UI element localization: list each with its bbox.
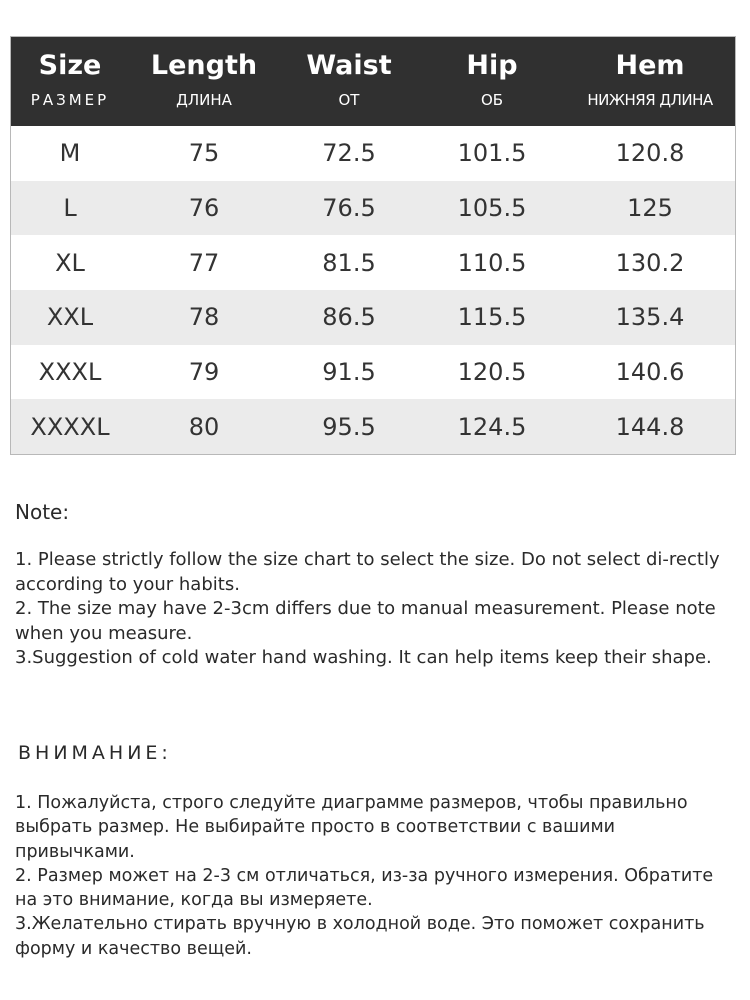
cell-waist: 81.5: [322, 248, 376, 277]
cell-size: XXXXL: [30, 412, 110, 441]
table-row: [11, 126, 735, 181]
cell-size: M: [59, 139, 81, 168]
header-hem-ru: НИЖНЯЯ ДЛИНА: [587, 91, 713, 109]
header-size-ru: РАЗМЕР: [30, 91, 110, 109]
cell-length: 79: [188, 357, 220, 386]
header-size: [11, 37, 129, 126]
note-item: 2. The size may have 2-3cm differs due to manual measurement. Please note when you measure.: [15, 598, 716, 644]
header-hip-ru: ОБ: [480, 91, 504, 109]
table-row: [11, 399, 735, 454]
attention-heading: ВНИМАНИЕ:: [18, 742, 172, 764]
header-waist-ru: ОТ: [338, 91, 360, 109]
cell-hem: 144.8: [615, 412, 685, 441]
header-hem-en: Hem: [615, 50, 685, 81]
size-chart-table: [10, 36, 736, 455]
attention-item: 2. Размер может на 2-3 см отличаться, из-за ручного измерения. Обратите на это внимание, когда вы измеряете.: [15, 865, 714, 911]
cell-hem: 125: [627, 193, 673, 222]
cell-length: 80: [188, 412, 220, 441]
cell-length: 77: [188, 248, 220, 277]
cell-hem: 135.4: [615, 303, 685, 332]
cell-length: 76: [188, 193, 220, 222]
table-row: [11, 290, 735, 345]
attention-list: [15, 791, 730, 961]
header-waist-en: Waist: [306, 50, 392, 81]
cell-length: 78: [188, 303, 220, 332]
cell-size: XXXL: [38, 357, 102, 386]
note-item: 1. Please strictly follow the size chart to select the size. Do not select di-rectly according to your habits.: [15, 549, 720, 595]
note-list: [15, 548, 730, 671]
header-length: [129, 37, 279, 126]
table-body: [11, 126, 735, 454]
cell-hip: 105.5: [457, 193, 527, 222]
header-hip-en: Hip: [466, 50, 518, 81]
table-row: [11, 345, 735, 400]
attention-item: 1. Пожалуйста, строго следуйте диаграмме размеров, чтобы правильно выбрать размер. Не выбирайте просто в соответствии с вашими привычками.: [15, 793, 688, 862]
cell-hem: 120.8: [615, 139, 685, 168]
cell-size: XXL: [46, 303, 94, 332]
header-length-ru: ДЛИНА: [176, 91, 232, 109]
cell-hip: 120.5: [457, 357, 527, 386]
cell-size: L: [63, 193, 77, 222]
header-hem: [565, 37, 735, 126]
header-length-en: Length: [150, 50, 258, 81]
note-heading: Note:: [15, 500, 70, 524]
cell-hem: 130.2: [615, 248, 685, 277]
cell-hem: 140.6: [615, 357, 685, 386]
cell-waist: 95.5: [322, 412, 376, 441]
cell-hip: 101.5: [457, 139, 527, 168]
table-header: [11, 37, 735, 126]
cell-size: XL: [55, 248, 85, 277]
header-hip: [419, 37, 565, 126]
cell-hip: 110.5: [457, 248, 527, 277]
cell-waist: 76.5: [322, 193, 376, 222]
cell-waist: 91.5: [322, 357, 376, 386]
table-row: [11, 181, 735, 236]
attention-item: 3.Желательно стирать вручную в холодной воде. Это поможет сохранить форму и качество вещей.: [15, 914, 705, 959]
cell-hip: 115.5: [457, 303, 527, 332]
cell-waist: 72.5: [322, 139, 376, 168]
header-size-en: Size: [38, 50, 102, 81]
cell-hip: 124.5: [457, 412, 527, 441]
cell-waist: 86.5: [322, 303, 376, 332]
note-item: 3.Suggestion of cold water hand washing. It can help items keep their shape.: [15, 647, 712, 668]
table-row: [11, 235, 735, 290]
header-waist: [279, 37, 419, 126]
cell-length: 75: [188, 139, 220, 168]
